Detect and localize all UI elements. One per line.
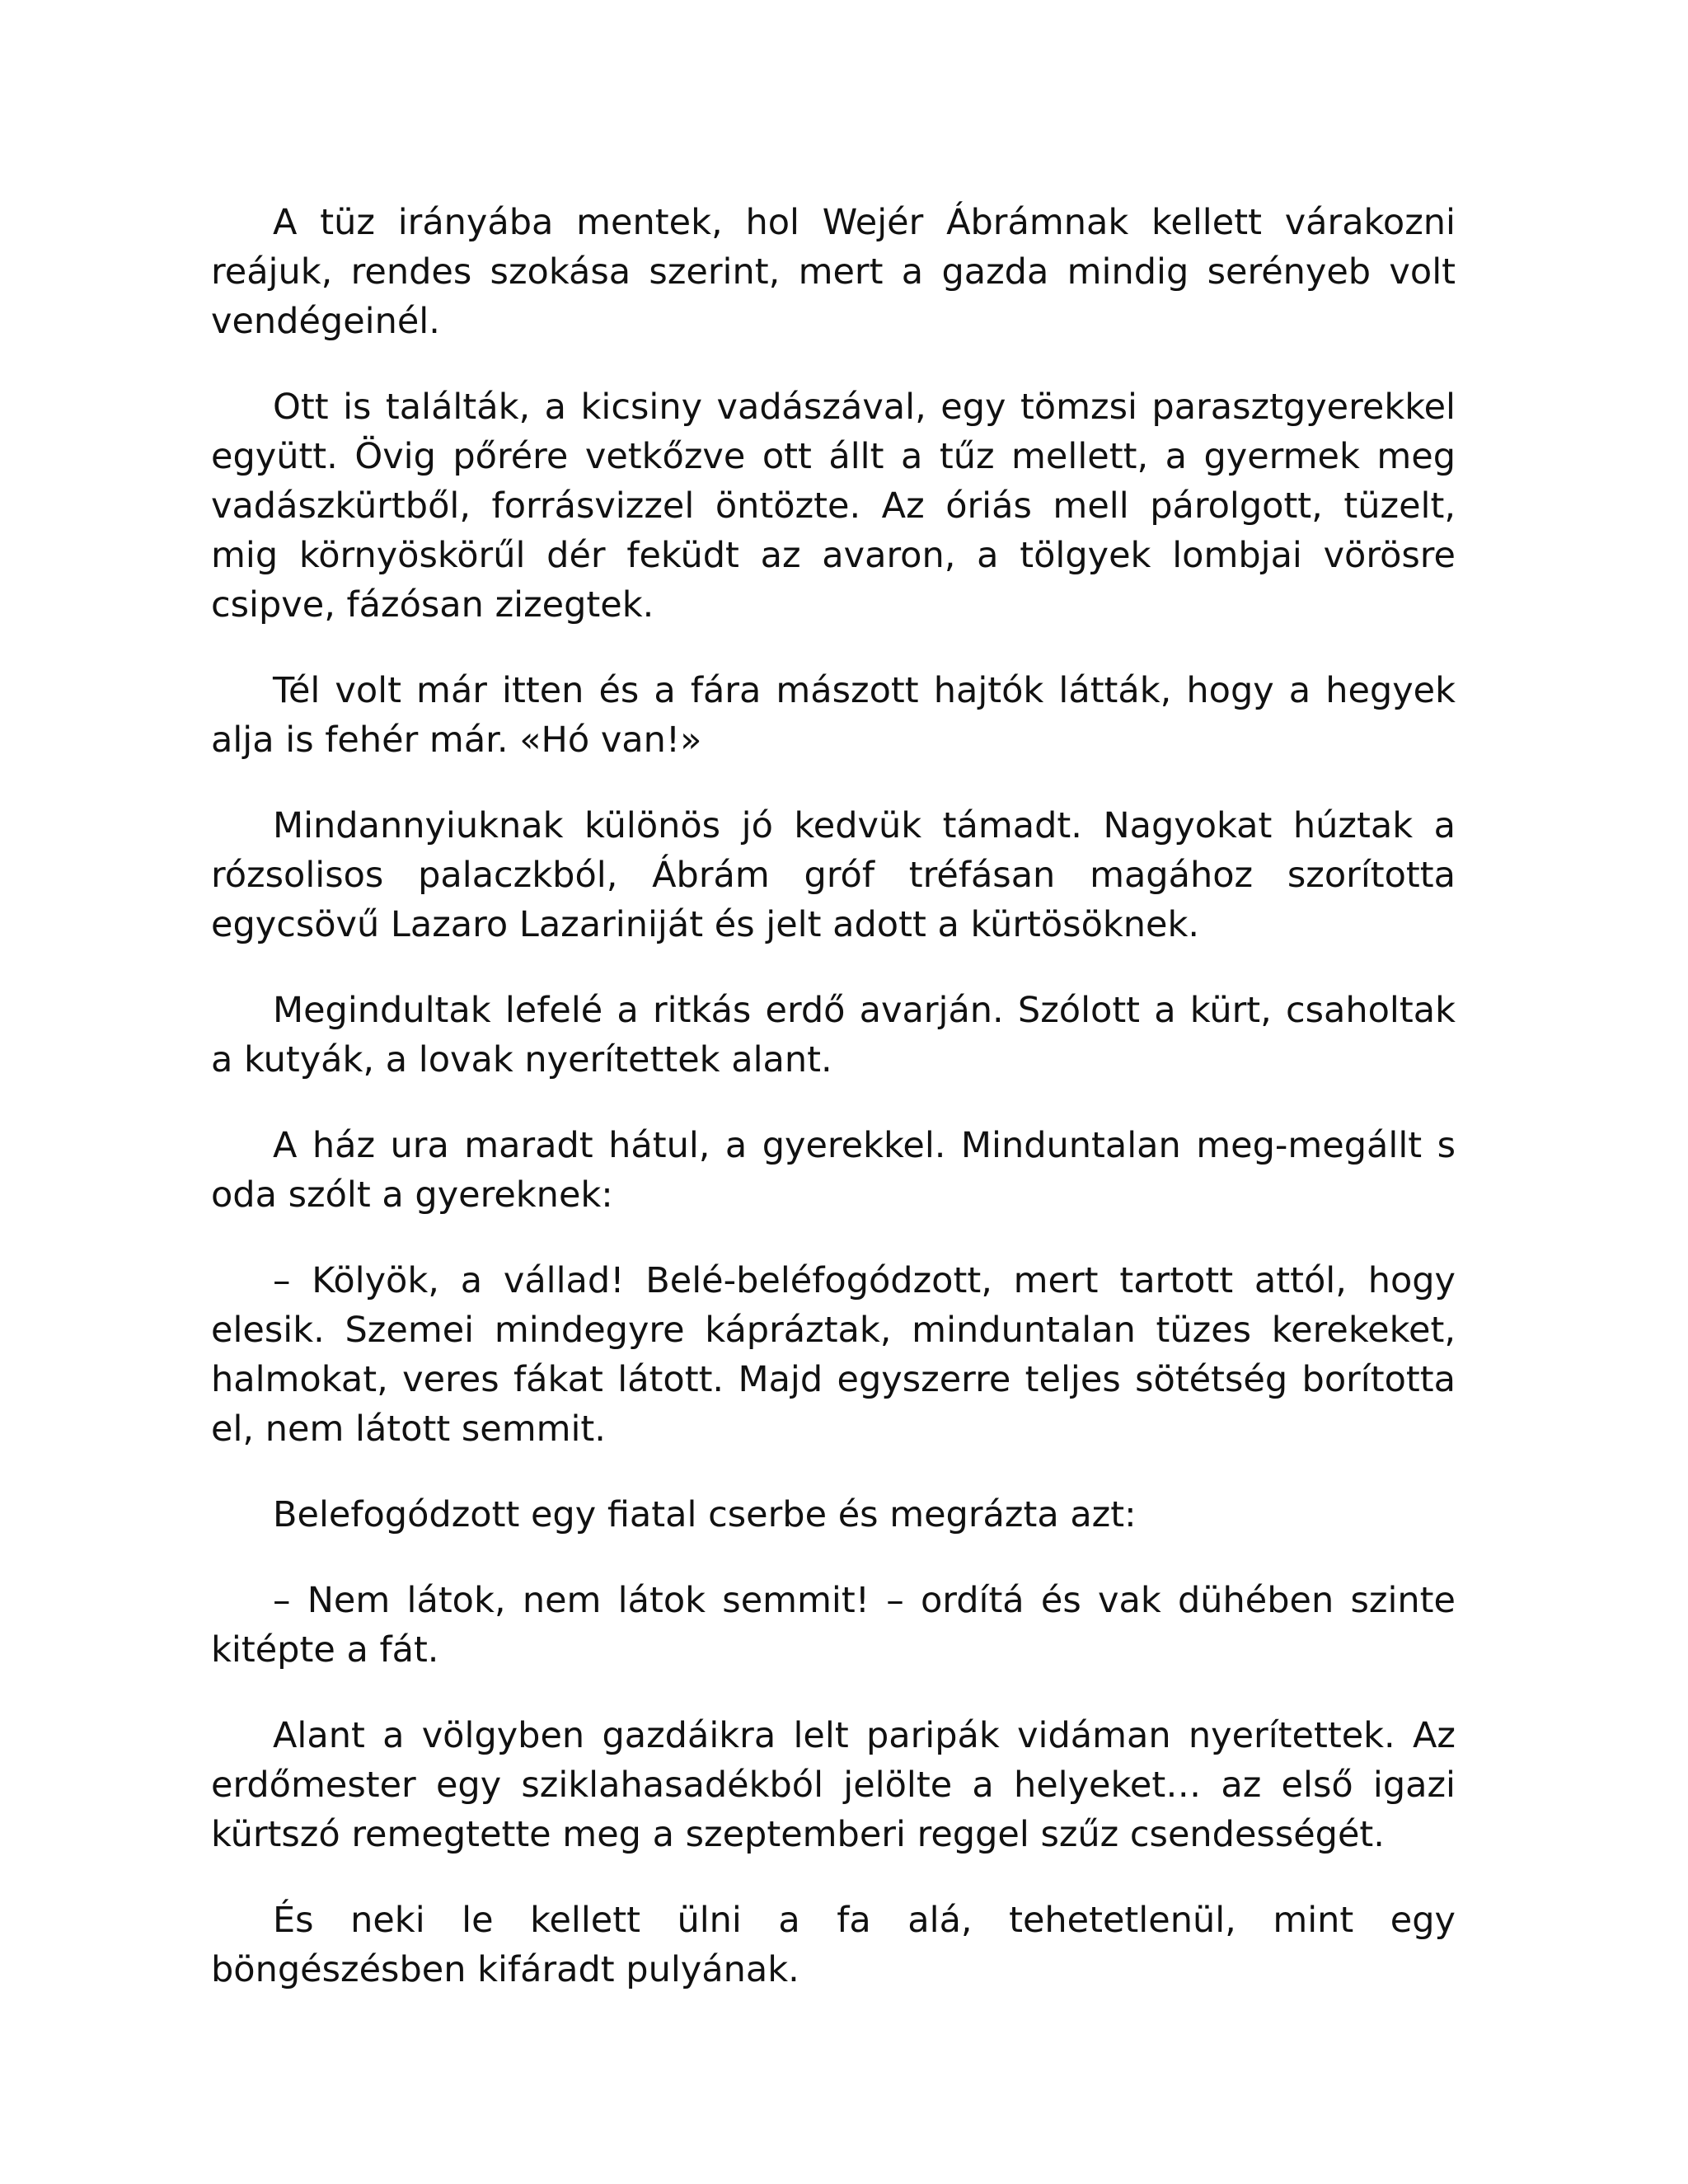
paragraph-4: Mindannyiuknak különös jó kedvük támadt. Nagyokat húztak a rózsolisos palaczkból, Ábrám gróf tréfásan magához szorította egycsövű Lazaro Lazariniját és jelt adott a kürtösöknek. (211, 805, 1456, 945)
paragraph-11: És neki le kellett ülni a fa alá, tehetetlenül, mint egy böngészésben kifáradt pulyának. (211, 1900, 1456, 1990)
paragraph-8: Belefogódzott egy fiatal cserbe és megrázta azt: (273, 1494, 1137, 1535)
paragraph-10: Alant a völgyben gazdáikra lelt paripák vidáman nyerítettek. Az erdőmester egy sziklahasadékból jelölte a helyeket… az első igazi kürtszó remegtette meg a szeptemberi reggel szűz csendességét. (211, 1715, 1456, 1855)
paragraph-7: – Kölyök, a vállad! Belé-beléfogódzott, mert tartott attól, hogy elesik. Szemei mindegyre kápráztak, minduntalan tüzes kerekeket, halmokat, veres fákat látott. Majd egyszerre teljes sötétség borította el, nem látott semmit. (211, 1260, 1456, 1450)
document-page (211, 198, 1456, 1994)
paragraph-9: – Nem látok, nem látok semmit! – ordítá és vak dühében szinte kitépte a fát. (211, 1580, 1456, 1671)
paragraph-5: Megindultak lefelé a ritkás erdő avarján. Szólott a kürt, csaholtak a kutyák, a lovak nyerítettek alant. (211, 990, 1456, 1080)
paragraph-6: A ház ura maradt hátul, a gyerekkel. Minduntalan meg-megállt s oda szólt a gyereknek: (211, 1125, 1456, 1216)
paragraph-2: Ott is találták, a kicsiny vadászával, egy tömzsi parasztgyerekkel együtt. Övig pőrére vetkőzve ott állt a tűz mellett, a gyermek meg vadászkürtből, forrásvizzel öntözte. Az óriás mell párolgott, tüzelt, mig környöskörűl dér feküdt az avaron, a tölgyek lombjai vörösre csipve, fázósan zizegtek. (211, 387, 1456, 626)
paragraph-1: A tüz irányába mentek, hol Wejér Ábrámnak kellett várakozni reájuk, rendes szokása szerint, mert a gazda mindig serényeb volt vendégeinél. (211, 202, 1456, 342)
paragraph-3: Tél volt már itten és a fára mászott hajtók látták, hogy a hegyek alja is fehér már. «Hó van!» (211, 670, 1456, 761)
